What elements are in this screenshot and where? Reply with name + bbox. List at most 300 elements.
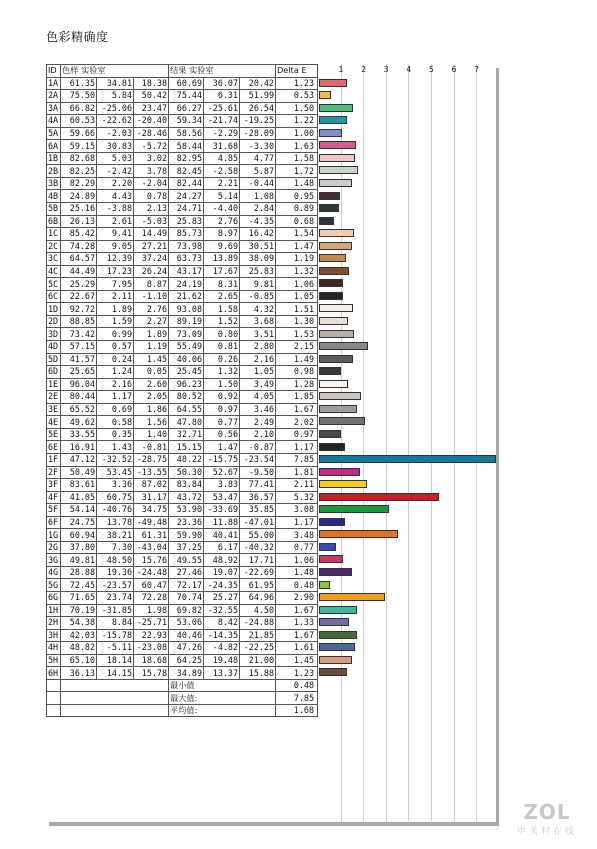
result-lab-value: -22.69: [240, 566, 276, 579]
table-row: [47, 629, 318, 642]
delta-e-bar: [319, 643, 355, 651]
delta-e-bar: [319, 606, 357, 614]
result-lab-value: 73.09: [169, 328, 204, 341]
table-row: [47, 491, 318, 504]
result-lab-value: -19.25: [240, 115, 276, 128]
sample-lab-value: 15.76: [134, 554, 169, 567]
table-row: [47, 177, 318, 190]
result-lab-value: 59.34: [169, 115, 204, 128]
row-id: 5D: [47, 353, 61, 366]
row-id: 4D: [47, 341, 61, 354]
result-lab-value: 52.67: [204, 466, 240, 479]
result-lab-value: 40.41: [204, 529, 240, 542]
result-lab-value: 2.16: [240, 353, 276, 366]
delta-e-bar: [319, 129, 342, 137]
result-lab-value: 19.07: [204, 566, 240, 579]
zol-watermark: [517, 800, 577, 837]
sample-lab-value: 23.74: [97, 591, 134, 604]
table-row: [47, 152, 318, 165]
table-row: [47, 617, 318, 630]
delta-e-value: 1.54: [276, 228, 318, 241]
sample-lab-value: 24.75: [61, 516, 97, 529]
row-id: 4F: [47, 491, 61, 504]
blank-cell: [47, 679, 61, 692]
sample-lab-value: 1.98: [134, 604, 169, 617]
row-id: 3B: [47, 177, 61, 190]
result-lab-value: 59.90: [169, 529, 204, 542]
result-lab-value: 36.57: [240, 491, 276, 504]
delta-e-value: 0.98: [276, 366, 318, 379]
sample-lab-value: 66.82: [61, 102, 97, 115]
result-lab-value: 82.95: [169, 152, 204, 165]
result-lab-value: 2.65: [204, 290, 240, 303]
sample-lab-value: 13.78: [97, 516, 134, 529]
result-lab-value: 17.71: [240, 554, 276, 567]
table-row: [47, 441, 318, 454]
result-lab-value: 2.21: [204, 177, 240, 190]
result-lab-value: 17.67: [204, 265, 240, 278]
result-lab-value: 13.37: [204, 667, 240, 680]
blank-cell: [61, 679, 169, 692]
sample-lab-value: -13.55: [134, 466, 169, 479]
result-lab-value: 26.54: [240, 102, 276, 115]
sample-lab-value: 26.24: [134, 265, 169, 278]
result-lab-value: 2.80: [240, 341, 276, 354]
row-id: 3H: [47, 629, 61, 642]
table-row: [47, 115, 318, 128]
result-lab-value: 21.85: [240, 629, 276, 642]
result-lab-value: 58.56: [169, 127, 204, 140]
table-row: [47, 403, 318, 416]
sample-lab-value: 28.88: [61, 566, 97, 579]
delta-e-bar: [319, 405, 357, 413]
result-lab-value: -40.32: [240, 541, 276, 554]
row-id: 6A: [47, 140, 61, 153]
table-row: [47, 366, 318, 379]
sample-lab-value: 38.21: [97, 529, 134, 542]
delta-e-bar: [319, 480, 367, 488]
result-lab-value: 83.84: [169, 479, 204, 492]
table-row: [47, 554, 318, 567]
sample-lab-value: 3.02: [134, 152, 169, 165]
delta-e-value: 0.97: [276, 428, 318, 441]
sample-lab-value: 8.87: [134, 278, 169, 291]
result-lab-value: 32.71: [169, 428, 204, 441]
summary-value: 7.85: [276, 692, 318, 705]
row-id: 1C: [47, 228, 61, 241]
result-lab-value: 3.51: [240, 328, 276, 341]
table-row: [47, 604, 318, 617]
delta-e-bar: [319, 430, 341, 438]
result-lab-value: 93.08: [169, 303, 204, 316]
result-lab-value: 8.97: [204, 228, 240, 241]
delta-e-value: 1.00: [276, 127, 318, 140]
sample-lab-value: 60.75: [97, 491, 134, 504]
result-lab-value: 4.05: [240, 391, 276, 404]
delta-e-value: 1.72: [276, 165, 318, 178]
sample-lab-value: 1.89: [134, 328, 169, 341]
result-lab-value: 47.26: [169, 642, 204, 655]
delta-e-value: 0.95: [276, 190, 318, 203]
table-row: [47, 328, 318, 341]
tick-label: 4: [406, 65, 412, 74]
tick-label: 3: [383, 65, 389, 74]
result-lab-value: 0.77: [204, 416, 240, 429]
table-row: [47, 315, 318, 328]
summary-row: [47, 692, 318, 705]
result-lab-value: -23.54: [240, 453, 276, 466]
sample-lab-value: 87.02: [134, 479, 169, 492]
tick-label: 7: [474, 65, 479, 74]
delta-e-value: 1.17: [276, 516, 318, 529]
table-row: [47, 265, 318, 278]
table-row: [47, 453, 318, 466]
delta-e-value: 2.02: [276, 416, 318, 429]
table-row: [47, 391, 318, 404]
result-lab-value: 64.96: [240, 591, 276, 604]
result-lab-value: 40.06: [169, 353, 204, 366]
summary-label: 最大值:: [169, 692, 276, 705]
sample-lab-value: 4.43: [97, 190, 134, 203]
sample-lab-value: 0.69: [97, 403, 134, 416]
sample-lab-value: -23.57: [97, 579, 134, 592]
delta-e-bar: [319, 455, 496, 463]
sample-lab-value: 9.05: [97, 240, 134, 253]
row-id: 2G: [47, 541, 61, 554]
delta-e-bar: [319, 204, 339, 212]
result-lab-value: 4.77: [240, 152, 276, 165]
result-lab-value: 89.19: [169, 315, 204, 328]
table-row: [47, 466, 318, 479]
delta-e-bar: [319, 267, 349, 275]
table-row: [47, 667, 318, 680]
sample-lab-value: 7.30: [97, 541, 134, 554]
result-lab-value: 21.00: [240, 654, 276, 667]
blank-cell: [47, 692, 61, 705]
sample-lab-value: 49.81: [61, 554, 97, 567]
sample-lab-value: 2.05: [134, 391, 169, 404]
row-id: 5H: [47, 654, 61, 667]
table-row: [47, 215, 318, 228]
result-lab-value: 3.68: [240, 315, 276, 328]
result-lab-value: 9.81: [240, 278, 276, 291]
delta-e-bar: [319, 104, 353, 112]
sample-lab-value: 0.35: [97, 428, 134, 441]
sample-lab-value: 54.38: [61, 617, 97, 630]
sample-lab-value: 26.13: [61, 215, 97, 228]
sample-lab-value: 2.11: [97, 290, 134, 303]
sample-lab-value: -22.62: [97, 115, 134, 128]
result-lab-value: 3.49: [240, 378, 276, 391]
result-lab-value: 1.47: [204, 441, 240, 454]
sample-lab-value: 53.45: [97, 466, 134, 479]
delta-e-value: 1.53: [276, 328, 318, 341]
delta-e-value: 1.17: [276, 441, 318, 454]
row-id: 1B: [47, 152, 61, 165]
sample-lab-value: 33.55: [61, 428, 97, 441]
delta-e-value: 2.15: [276, 341, 318, 354]
table-row: [47, 278, 318, 291]
row-id: 5F: [47, 504, 61, 517]
result-lab-value: -14.35: [204, 629, 240, 642]
delta-e-value: 1.22: [276, 115, 318, 128]
result-lab-value: -24.35: [204, 579, 240, 592]
delta-e-value: 2.11: [276, 479, 318, 492]
delta-e-bar: [319, 279, 343, 287]
delta-e-value: 1.30: [276, 315, 318, 328]
sample-lab-value: -2.04: [134, 177, 169, 190]
sample-lab-value: 82.25: [61, 165, 97, 178]
table-row: [47, 127, 318, 140]
sample-lab-value: 0.24: [97, 353, 134, 366]
sample-lab-value: 72.28: [134, 591, 169, 604]
delta-e-value: 1.50: [276, 102, 318, 115]
result-lab-value: 2.49: [240, 416, 276, 429]
sample-lab-value: 50.42: [134, 90, 169, 103]
result-lab-value: 77.41: [240, 479, 276, 492]
sample-lab-value: 0.58: [97, 416, 134, 429]
sample-lab-value: 31.17: [134, 491, 169, 504]
sample-lab-value: -25.71: [134, 617, 169, 630]
delta-e-bar: [319, 330, 354, 338]
result-lab-value: 8.31: [204, 278, 240, 291]
delta-e-bar: [319, 656, 352, 664]
delta-e-value: 1.28: [276, 378, 318, 391]
tick-label: 2: [361, 65, 366, 74]
row-id: 1H: [47, 604, 61, 617]
sample-lab-value: 37.80: [61, 541, 97, 554]
result-lab-value: 50.30: [169, 466, 204, 479]
result-lab-value: 13.89: [204, 253, 240, 266]
table-row: [47, 428, 318, 441]
page-title: 色彩精确度: [46, 30, 109, 44]
sample-lab-value: 0.78: [134, 190, 169, 203]
sample-lab-value: -3.88: [97, 203, 134, 216]
result-lab-value: -0.87: [240, 441, 276, 454]
sample-lab-value: 0.99: [97, 328, 134, 341]
delta-e-bar: [319, 468, 360, 476]
result-lab-value: 43.17: [169, 265, 204, 278]
sample-lab-value: 1.59: [97, 315, 134, 328]
delta-e-value: 0.89: [276, 203, 318, 216]
result-lab-value: 35.85: [240, 504, 276, 517]
result-lab-value: 6.17: [204, 541, 240, 554]
delta-e-value: 1.61: [276, 642, 318, 655]
sample-lab-value: 15.78: [134, 667, 169, 680]
table-row: [47, 90, 318, 103]
sample-lab-value: -28.46: [134, 127, 169, 140]
row-id: 5B: [47, 203, 61, 216]
result-lab-value: 43.72: [169, 491, 204, 504]
table-row: [47, 479, 318, 492]
result-lab-value: 36.07: [204, 77, 240, 90]
row-id: 6C: [47, 290, 61, 303]
result-lab-value: 1.52: [204, 315, 240, 328]
delta-e-bar: [319, 79, 347, 87]
delta-e-bar: [319, 166, 358, 174]
result-lab-value: 82.44: [169, 177, 204, 190]
sample-lab-value: 73.42: [61, 328, 97, 341]
sample-lab-value: 88.85: [61, 315, 97, 328]
sample-lab-value: -0.81: [134, 441, 169, 454]
sample-lab-value: -20.40: [134, 115, 169, 128]
sample-lab-value: -31.85: [97, 604, 134, 617]
row-id: 2E: [47, 391, 61, 404]
result-lab-value: 30.51: [240, 240, 276, 253]
result-lab-value: 8.42: [204, 617, 240, 630]
sample-lab-value: 59.66: [61, 127, 97, 140]
delta-e-bar: [319, 304, 353, 312]
delta-e-bar: [319, 593, 385, 601]
row-id: 5A: [47, 127, 61, 140]
sample-lab-value: 61.35: [61, 77, 97, 90]
table-row: [47, 353, 318, 366]
delta-e-value: 1.48: [276, 177, 318, 190]
sample-lab-value: 17.23: [97, 265, 134, 278]
sample-lab-value: 60.94: [61, 529, 97, 542]
sample-lab-value: 2.13: [134, 203, 169, 216]
result-lab-value: 15.15: [169, 441, 204, 454]
result-lab-value: 66.27: [169, 102, 204, 115]
table-row: [47, 341, 318, 354]
sample-lab-value: 34.81: [97, 77, 134, 90]
delta-e-value: 0.53: [276, 90, 318, 103]
table-row: [47, 203, 318, 216]
row-id: 3D: [47, 328, 61, 341]
row-id: 2C: [47, 240, 61, 253]
sample-lab-value: 50.49: [61, 466, 97, 479]
sample-lab-value: 24.89: [61, 190, 97, 203]
table-row: [47, 303, 318, 316]
row-id: 2B: [47, 165, 61, 178]
sample-lab-value: -23.08: [134, 642, 169, 655]
sample-lab-value: 1.89: [97, 303, 134, 316]
result-lab-value: -33.69: [204, 504, 240, 517]
delta-e-bar: [319, 355, 353, 363]
sample-lab-value: 1.43: [97, 441, 134, 454]
delta-e-bar: [319, 543, 336, 551]
sample-lab-value: 75.50: [61, 90, 97, 103]
sample-lab-value: -49.48: [134, 516, 169, 529]
result-lab-value: 85.73: [169, 228, 204, 241]
summary-row: [47, 704, 318, 717]
sample-lab-value: 1.45: [134, 353, 169, 366]
sample-lab-value: 25.29: [61, 278, 97, 291]
delta-e-value: 1.19: [276, 253, 318, 266]
row-id: 4A: [47, 115, 61, 128]
table-row: [47, 378, 318, 391]
sample-lab-value: 2.20: [97, 177, 134, 190]
delta-e-bar: [319, 229, 354, 237]
sample-lab-value: -40.76: [97, 504, 134, 517]
result-lab-value: 5.87: [240, 165, 276, 178]
delta-e-bar: [319, 505, 389, 513]
result-lab-value: -4.82: [204, 642, 240, 655]
sample-lab-value: -2.42: [97, 165, 134, 178]
sample-lab-value: 2.60: [134, 378, 169, 391]
result-lab-value: -15.75: [204, 453, 240, 466]
row-id: 4B: [47, 190, 61, 203]
delta-e-value: 1.67: [276, 629, 318, 642]
row-id: 6B: [47, 215, 61, 228]
summary-label: 最小值: [169, 679, 276, 692]
sample-lab-value: 2.61: [97, 215, 134, 228]
delta-e-value: 1.51: [276, 303, 318, 316]
sample-lab-value: 37.24: [134, 253, 169, 266]
result-lab-value: 53.06: [169, 617, 204, 630]
gridline: [431, 64, 432, 822]
sample-lab-value: 1.86: [134, 403, 169, 416]
delta-e-bar: [319, 417, 365, 425]
sample-lab-value: -24.48: [134, 566, 169, 579]
sample-lab-value: 9.41: [97, 228, 134, 241]
result-lab-value: 48.22: [169, 453, 204, 466]
summary-label: 平均值:: [169, 704, 276, 717]
sample-lab-value: -15.78: [97, 629, 134, 642]
gridline: [363, 64, 364, 822]
result-lab-value: 0.26: [204, 353, 240, 366]
delta-e-bar: [319, 581, 330, 589]
result-lab-value: 1.05: [240, 366, 276, 379]
delta-e-bar: [319, 530, 398, 538]
result-lab-value: 25.27: [204, 591, 240, 604]
result-lab-value: 2.10: [240, 428, 276, 441]
result-lab-value: 9.69: [204, 240, 240, 253]
result-lab-value: -22.25: [240, 642, 276, 655]
delta-e-bar: [319, 254, 346, 262]
sample-lab-value: 16.91: [61, 441, 97, 454]
result-lab-value: 1.58: [204, 303, 240, 316]
result-lab-value: 0.92: [204, 391, 240, 404]
summary-value: 0.48: [276, 679, 318, 692]
sample-lab-value: 8.84: [97, 617, 134, 630]
sample-lab-value: 70.19: [61, 604, 97, 617]
row-id: 2F: [47, 466, 61, 479]
header-id: ID: [47, 65, 61, 78]
sample-lab-value: 30.83: [97, 140, 134, 153]
result-lab-value: 75.44: [169, 90, 204, 103]
table-row: [47, 579, 318, 592]
sample-lab-value: -28.75: [134, 453, 169, 466]
watermark-logo: ZOL: [523, 800, 571, 824]
table-row: [47, 140, 318, 153]
result-lab-value: 4.85: [204, 152, 240, 165]
tick-label: 5: [429, 65, 434, 74]
result-lab-value: 2.84: [240, 203, 276, 216]
delta-e-value: 1.49: [276, 353, 318, 366]
delta-e-bar: [319, 493, 439, 501]
result-lab-value: 58.44: [169, 140, 204, 153]
result-lab-value: -3.30: [240, 140, 276, 153]
delta-e-bar: [319, 342, 368, 350]
sample-lab-value: 92.72: [61, 303, 97, 316]
row-id: 6E: [47, 441, 61, 454]
delta-e-bar: [319, 242, 352, 250]
result-lab-value: 25.83: [240, 265, 276, 278]
sample-lab-value: 83.61: [61, 479, 97, 492]
sample-lab-value: 42.03: [61, 629, 97, 642]
result-lab-value: -21.74: [204, 115, 240, 128]
table-row: [47, 541, 318, 554]
blank-cell: [61, 704, 169, 717]
table-row: [47, 102, 318, 115]
delta-e-bar: [319, 367, 341, 375]
delta-e-value: 3.08: [276, 504, 318, 517]
delta-e-bar: [319, 618, 349, 626]
row-id: 3E: [47, 403, 61, 416]
sample-lab-value: 44.49: [61, 265, 97, 278]
delta-e-value: 1.23: [276, 667, 318, 680]
